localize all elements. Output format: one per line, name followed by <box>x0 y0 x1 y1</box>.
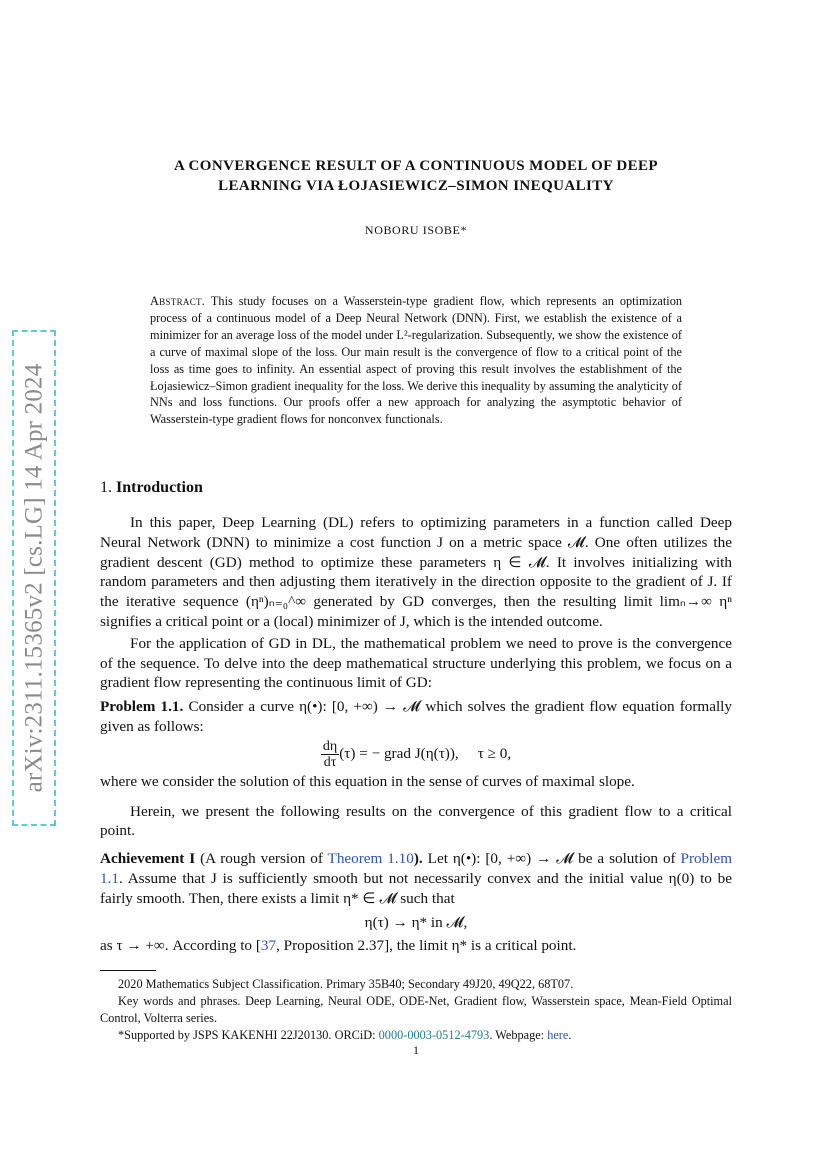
footnotes <box>100 976 732 1044</box>
paragraph-2: For the application of GD in DL, the mathematical problem we need to prove is the convergence of the sequence. To delve into the deep mathematical structure underlying this problem, we focus on a gradient flow representing the continuous limit of GD: <box>100 634 732 692</box>
title-line-1: A CONVERGENCE RESULT OF A CONTINUOUS MODEL OF DEEP <box>174 158 658 174</box>
problem-1-1-link[interactable]: Problem 1.1 <box>100 850 733 887</box>
achievement-1: Achievement I (A rough version of Theorem 1.10). Let η(•): [0, +∞) → 𝓜 be a solution of Problem 1.1. Assume that J is sufficiently smooth but not necessarily convex and the initial value η(0) to be fairly smooth. Then, there exists a limit η* ∈ 𝓜 such that <box>100 850 733 907</box>
problem-label: Problem 1.1. <box>100 698 184 716</box>
problem-after: where we consider the solution of this equation in the sense of curves of maximal slope. <box>100 772 635 790</box>
citation-37-link[interactable]: 37 <box>260 937 277 955</box>
body-text <box>100 513 732 956</box>
author: NOBORU ISOBE* <box>364 223 468 237</box>
webpage-link[interactable]: here <box>547 1028 569 1042</box>
footnote-rule <box>100 970 156 971</box>
abstract <box>150 293 682 428</box>
equation-rest: (τ) = − grad J(η(τ)), τ ≥ 0, <box>339 744 512 762</box>
orcid-link[interactable]: 0000-0003-0512-4793 <box>378 1028 490 1042</box>
theorem-1-10-link[interactable]: Theorem 1.10 <box>327 850 414 868</box>
derivative-fraction: $\frac{d\eta}{d\tau}$ <box>322 738 338 770</box>
abstract-label: Abstract. <box>150 294 206 308</box>
footnote-keywords: Key words and phrases. Deep Learning, Neural ODE, ODE-Net, Gradient flow, Wasserstein space, Mean-Field Optimal Control, Volterra series. <box>100 994 732 1025</box>
convergence-equation: η(τ) → η* in 𝓜, <box>364 913 468 931</box>
footnote-support: *Supported by JSPS KAKENHI 22J20130. ORCiD: 0000-0003-0512-4793. Webpage: here. <box>118 1028 572 1042</box>
achievement-after: as τ → +∞. According to [37, Proposition 2.37], the limit η* is a critical point. <box>100 937 577 955</box>
paragraph-3: Herein, we present the following results on the convergence of this gradient flow to a critical point. <box>100 802 732 840</box>
problem-1-1 <box>100 697 732 737</box>
problem-text: Consider a curve η(•): [0, +∞) → 𝓜 which solves the gradient flow equation formally given as follows: <box>100 698 733 735</box>
page-number: 1 <box>413 1043 419 1057</box>
abstract-text: This study focuses on a Wasserstein-type gradient flow, which represents an optimization process of a continuous model of a Deep Neural Network (DNN). First, we establish the existence of a minimizer for an average loss of the model under L²-regularization. Subsequently, we show the existence of a curve of maximal slope of the loss. Our main result is the convergence of flow to a critical point of the loss as time goes to infinity. An essential aspect of proving this result involves the establishment of the Łojasiewicz–Simon gradient inequality for the loss. We derive this inequality by assuming the analyticity of NNs and loss functions. Our proofs offer a new approach for analyzing the asymptotic behavior of Wasserstein-type gradient flows for nonconvex functionals. <box>150 294 682 427</box>
title-line-2: LEARNING VIA ŁOJASIEWICZ–SIMON INEQUALITY <box>218 178 614 194</box>
gradient-flow-equation <box>100 739 732 770</box>
section-number: 1. <box>100 479 112 496</box>
paragraph-1: In this paper, Deep Learning (DL) refers to optimizing parameters in a function called Deep Neural Network (DNN) to minimize a cost function J on a metric space 𝓜. One often utilizes the gradient descent (GD) method to optimize these parameters η ∈ 𝓜. It involves initializing with random parameters and then adjusting them iteratively in the direction opposite to the gradient of J. If the iterative sequence (ηⁿ)ₙ₌₀^∞ generated by GD converges, then the resulting limit limₙ→∞ ηⁿ signifies a critical point or a (local) minimizer of J, which is the intended outcome. <box>100 514 732 630</box>
paper-title <box>100 156 732 196</box>
section-heading <box>100 478 732 498</box>
section-title: Introduction <box>116 479 203 496</box>
arxiv-stamp: arXiv:2311.15365v2 [cs.LG] 14 Apr 2024 <box>12 330 56 826</box>
achievement-label: Achievement I <box>100 850 196 868</box>
footnote-msc: 2020 Mathematics Subject Classification. Primary 35B40; Secondary 49J20, 49Q22, 68T07. <box>118 977 574 991</box>
